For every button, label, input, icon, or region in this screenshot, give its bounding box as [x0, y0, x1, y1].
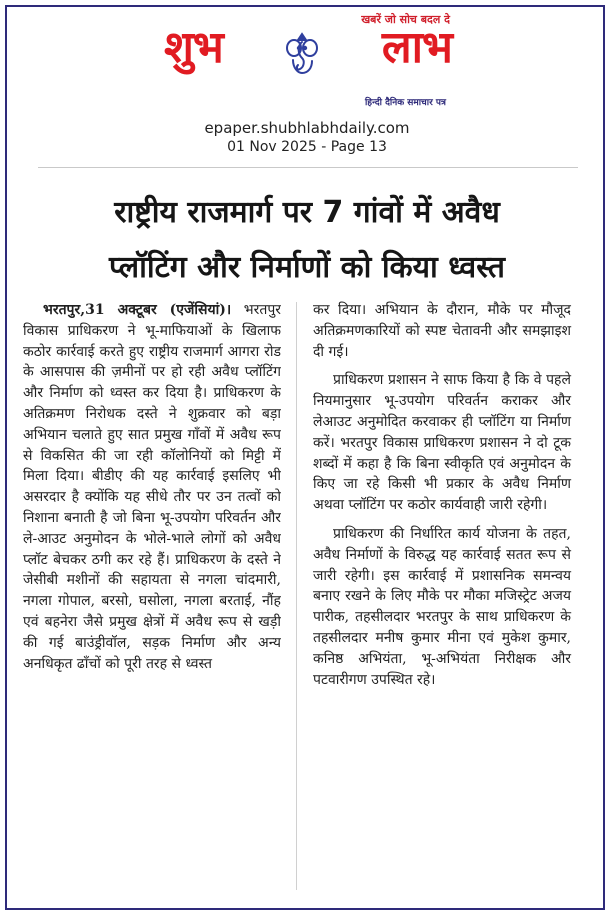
masthead-tagline: खबरें जो सोच बदल दे	[361, 13, 450, 26]
article-paragraph: प्राधिकरण प्रशासन ने साफ किया है कि वे पहले नियमानुसार भू-उपयोग परिवर्तन कराकर और लेआउट अनुमोदित करवाकर ही प्लॉटिंग या निर्माण करें। भरतपुर विकास प्राधिकरण प्रशासन ने दो टूक शब्दों में कहा है कि बिना स्वीकृति एवं अनुमोदन के किए जा रहे किसी भी प्रकार के अवैध निर्माण अथवा प्लॉटिंग पर कठोर कार्यवाही जारी रहेगी।	[313, 372, 571, 514]
column-divider	[296, 302, 297, 890]
article-paragraph: भरतपुर विकास प्राधिकरण ने भू-माफियाओं के खिलाफ कठोर कार्रवाई करते हुए राष्ट्रीय राजमार्ग आगरा रोड के आसपास की ज़मीनों पर हो रही अवैध प्लॉटिंग और निर्माण को ध्वस्त कर दिया है। प्राधिकरण के अतिक्रमण निरोधक दस्ते ने शुक्रवार को बड़ा अभियान चलाते हुए सात प्रमुख गाँवों में अवैध रूप से विकसित की जा रही कॉलोनियों को मिट्टी में मिला दिया। बीडीए की यह कार्रवाई इसलिए भी असरदार है क्योंकि यह सीधे तौर पर उन तत्वों को निशाना बनाती है जो बिना भू-उपयोग परिवर्तन और ले-आउट अनुमोदन के भोले-भाले लोगों को अवैध प्लॉट बेचकर ठगी कर रहे हैं। प्राधिकरण के दस्ते ने जेसीबी मशीनों की सहायता से नगला चांदमारी, नगला गोपाल, बरसो, घसोला, नगला बरताई, नौंह एवं बहनेरा जैसे प्रमुख क्षेत्रों में अवैध रूप से खड़ी की गई बाउंड्रीवॉल, सड़क निर्माण और अन्य अनधिकृत ढाँचों को पूरी तरह से ध्वस्त	[23, 302, 281, 672]
masthead	[158, 8, 456, 112]
headline-line-2: प्लॉटिंग और निर्माणों को किया ध्वस्त	[109, 250, 505, 285]
article-column-left	[23, 300, 281, 908]
logo-text-shubh: शुभ	[164, 22, 223, 73]
article-column-right	[313, 300, 571, 690]
article-paragraph: प्राधिकरण की निर्धारित कार्य योजना के तहत, अवैध निर्माणों के विरुद्ध यह कार्रवाई सतत रूप से जारी रहेगी। इस कार्रवाई में प्रशासनिक समन्वय बनाए रखने के लिए मौके पर मौका मजिस्ट्रेट अजय पारीक, तहसीलदार भरतपुर के साथ प्राधिकरण के तहसीलदार मनीष कुमार मीना एवं मुकेश कुमार, कनिष्ठ अभियंता, भू-अभियंता निरीक्षक और पटवारीगण उपस्थित रहे।	[313, 525, 571, 688]
edition-date-page: 01 Nov 2025 - Page 13	[227, 139, 387, 155]
epaper-url: epaper.shubhlabhdaily.com	[204, 119, 410, 137]
article-paragraph: कर दिया। अभियान के दौरान, मौके पर मौजूद अतिक्रमणकारियों को स्पष्ट चेतावनी और समझाइश दी गई।	[313, 302, 571, 360]
ganesha-logo-icon	[284, 30, 320, 76]
logo-text-labh: लाभ	[381, 22, 452, 73]
masthead-subtitle: हिन्दी दैनिक समाचार पत्र	[364, 98, 446, 108]
headline-line-1: राष्ट्रीय राजमार्ग पर 7 गांवों में अवैध	[114, 195, 500, 230]
dateline: भरतपुर,31 अक्टूबर (एजेंसियां)।	[43, 302, 232, 318]
separator-top	[38, 167, 578, 168]
